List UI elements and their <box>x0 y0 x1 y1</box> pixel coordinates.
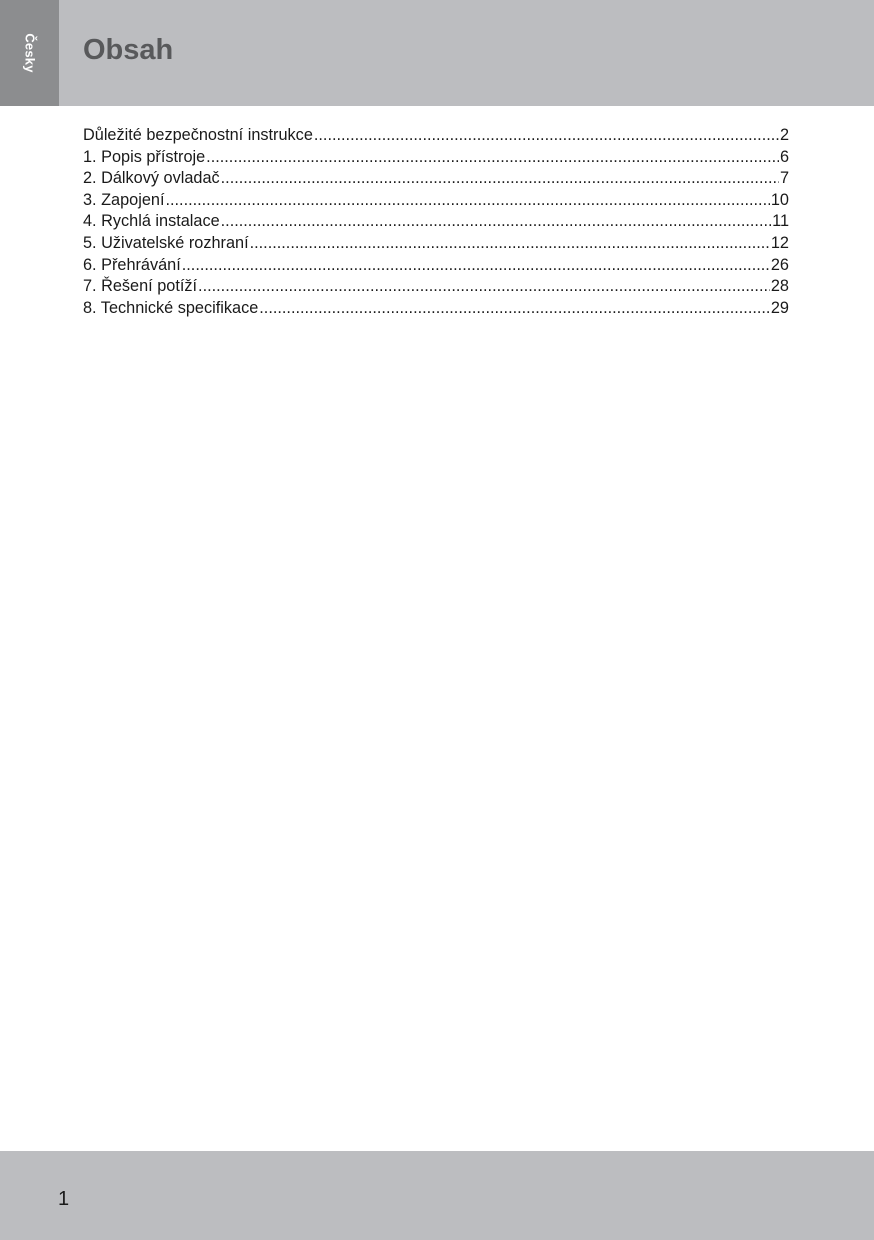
header-band <box>59 0 874 106</box>
toc-item <box>83 168 789 190</box>
toc-item <box>83 147 789 169</box>
toc-item-label: 6. Přehrávání <box>83 255 181 274</box>
toc-dot-leader <box>165 190 769 212</box>
language-tab <box>0 0 59 106</box>
toc-item-page: 10 <box>770 190 789 209</box>
toc-dot-leader <box>250 233 770 255</box>
table-of-contents <box>83 125 789 319</box>
toc-item-page: 11 <box>772 212 789 231</box>
toc-item-page: 28 <box>770 277 789 296</box>
toc-dot-leader <box>182 255 770 277</box>
language-label: Česky <box>22 33 38 73</box>
toc-item <box>83 255 789 277</box>
toc-dot-leader <box>221 211 771 233</box>
toc-item-page: 6 <box>779 147 789 166</box>
toc-item-label: 8. Technické specifikace <box>83 298 259 317</box>
toc-item-label: 1. Popis přístroje <box>83 147 206 166</box>
toc-item-label: 4. Rychlá instalace <box>83 212 220 231</box>
toc-item-page: 2 <box>779 126 789 144</box>
toc-item-label: 7. Řešení potíží <box>83 277 198 296</box>
toc-dot-leader <box>259 298 770 320</box>
toc-item-page: 12 <box>770 233 789 252</box>
toc-item <box>83 298 789 320</box>
footer-band <box>0 1151 874 1240</box>
toc-item <box>83 211 789 233</box>
page-title: Obsah <box>83 34 174 66</box>
toc-dot-leader <box>314 125 779 147</box>
toc-item-label: Důležité bezpečnostní instrukce <box>83 126 313 144</box>
toc-dot-leader <box>221 168 779 190</box>
toc-item <box>83 233 789 255</box>
toc-item-page: 7 <box>779 169 789 188</box>
toc-item-label: 5. Uživatelské rozhraní <box>83 233 249 252</box>
page-number: 1 <box>58 1188 70 1210</box>
toc-item <box>83 125 789 147</box>
toc-item-page: 29 <box>770 298 789 317</box>
toc-dot-leader <box>206 147 779 169</box>
toc-item-label: 2. Dálkový ovladač <box>83 169 220 188</box>
toc-item <box>83 276 789 298</box>
toc-item <box>83 190 789 212</box>
toc-dot-leader <box>198 276 770 298</box>
toc-item-label: 3. Zapojení <box>83 190 165 209</box>
toc-item-page: 26 <box>770 255 789 274</box>
